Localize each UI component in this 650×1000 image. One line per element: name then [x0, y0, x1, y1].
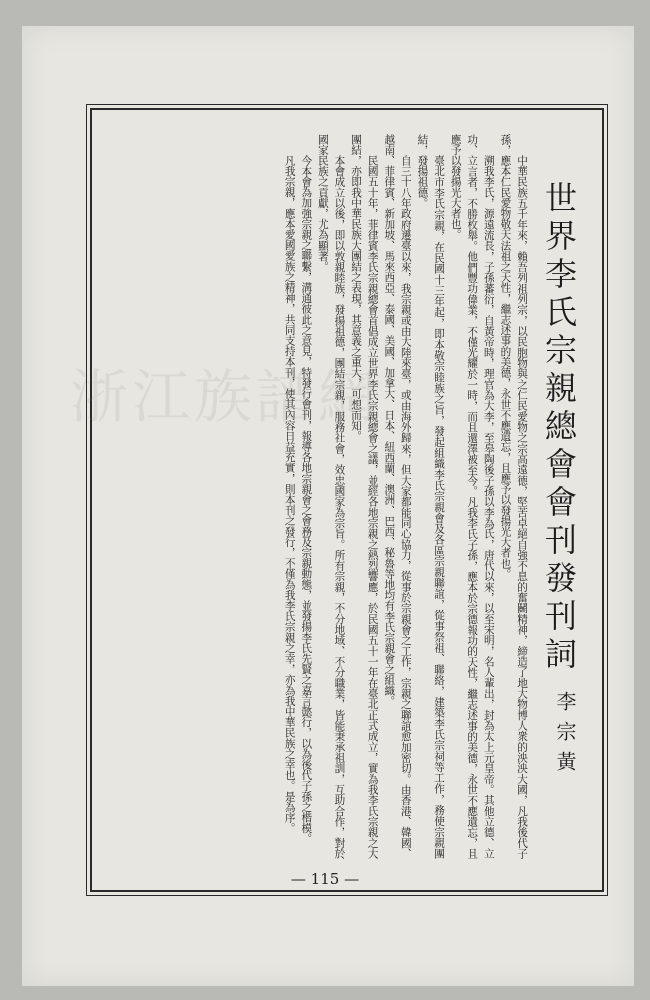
paragraph: 凡我宗親，應本愛國愛族之精神，共同支持本刊，使其內容日益充實，則本刊之發行，不僅為我李氏宗親之幸，亦為我中華民族之幸也。是為序。: [283, 155, 296, 834]
page-number: — 115 —: [290, 870, 360, 888]
page-sheet: [22, 26, 634, 986]
paragraph: 溯我李氏，源遠流長，子孫蕃衍，自黃帝時，理官為大李，至皋陶後子孫以李為氏，唐代以來，以至宋明，名人輩出，封為太上元皇帝。其他立德、立功、立言者，不勝枚舉。他們豐功偉業，不僅光耀於一時，而且還澤被至今。凡我李氏子孫，應本於宗德報功的天性，繼志述事的美德，永世不應遺忘，且應予以發揚光大者也。: [449, 134, 495, 859]
paragraph: 自三十八年政府遷臺以來，我宗親或由大陸來臺，或由海外歸來，但大家都能同心協力，從事於宗親會之工作，宗親之聯誼愈加密切。由香港、韓國、越南、菲律賓、新加坡、馬來西亞、泰國、美國、加拿大、日本、紐西蘭、澳洲、巴西、秘魯等地均有李氏宗親會之組織。: [383, 134, 412, 859]
article-author: 李宗黃: [553, 691, 577, 781]
paragraph: 民國五十年，菲律賓李氏宗親總會首倡成立世界李氏宗親總會之議，並經各地宗親之熱烈響應，於民國五十一年在臺北正式成立，實為我李氏宗親之大團結，亦即我中華民族大團結之表現，其意義之重大，可想而知。: [350, 134, 379, 859]
article-title: 世界李氏宗親總會會刊發刊詞: [540, 181, 578, 675]
paragraph: 中華民族五千年來，賴吾列祖列宗，以民胞物與之仁民愛物之宗高遠德，堅苦卓絕自強不息的奮鬭精神，締造了地大物博人衆的泱泱大國，凡我後代子孫，應本仁民愛物敬天法祖之天性，繼志述事的美德，永世不應遺忘，且應予以發揚光大者也。: [499, 134, 528, 859]
paragraph: 本會成立以後，即以敦親睦族，發揚祖德，團結宗親，服務社會，效忠國家為宗旨。所有宗親，不分地域、不分職業，皆能秉承祖訓，互助合作，對於國家民族之貢獻，尤為顯著。: [316, 134, 346, 859]
paragraph: 今本會為加強宗親之聯繫，溝通彼此之意見，特發行會刊，報導各地宗親會之會務及宗親動態，並發揚李氏先賢之嘉言懿行，以為後代子孫之楷模。: [300, 155, 313, 845]
article-body: [110, 134, 530, 859]
paragraph: 臺北市李氏宗親，在民國十三年起，即本敬宗睦族之旨，發起組織李氏宗親會及各區宗親聯誼，從事祭祖、聯絡，建築李氏宗祠等工作，務使宗親團結，發揚祖德。: [416, 134, 446, 859]
